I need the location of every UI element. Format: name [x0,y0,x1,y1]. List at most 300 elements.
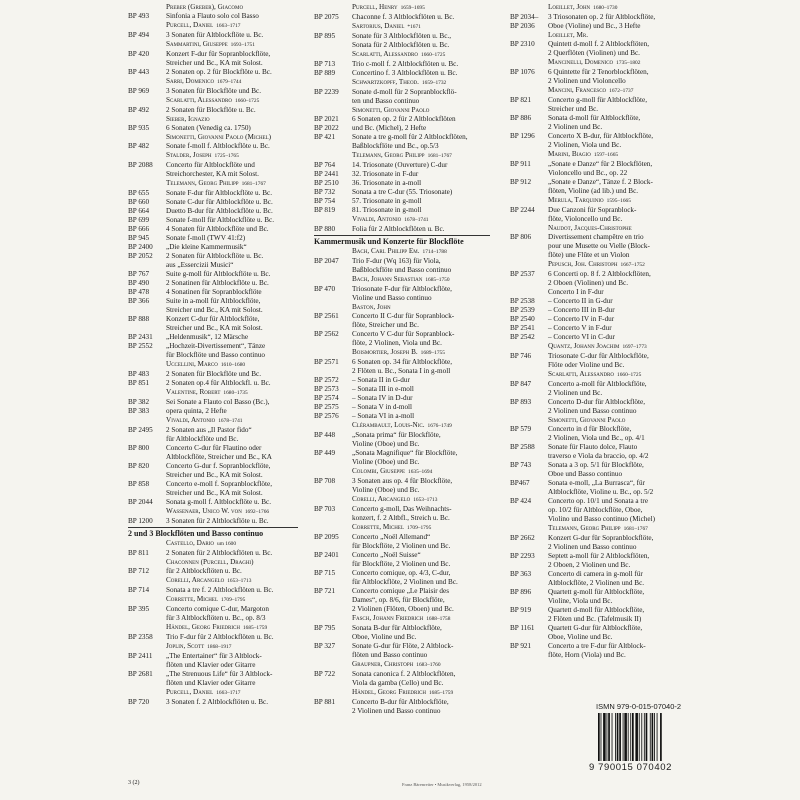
barcode-bar [657,713,658,761]
composer-lifespan: 1663–1717 [216,23,241,29]
work-title: 6 Sonaten op. 34 für Altblockflöte, 2 Flöten u. Bc., Sonata I in g-moll [352,358,453,375]
composer-heading [510,150,696,160]
catalog-number: BP 382 [128,398,150,406]
catalog-entry [128,243,298,252]
catalog-entry [314,330,490,348]
catalog-number: BP 655 [128,189,150,197]
catalog-entry [314,13,490,22]
work-title: Sonata canonica f. 2 Altblockflöten, Viola da gamba (Cello) und Bc. [352,670,456,687]
catalog-number: BP 2411 [128,652,153,660]
work-title: 3 Sonaten aus op. 4 für Blockflöte, Violine (Oboe) und Bc. [352,477,453,494]
catalog-entry [128,68,298,77]
composer-name: Händel, Georg Friedrich [166,623,240,631]
catalog-entry [128,106,298,115]
barcode-bar [607,713,608,761]
catalog-entry [314,698,490,716]
catalog-number: BP 2495 [128,426,153,434]
barcode-bar [624,713,627,761]
catalog-number: BP 896 [510,588,532,596]
composer-lifespan: 1653–1713 [227,578,252,584]
catalog-number: BP 800 [128,444,150,452]
catalog-number: BP 483 [128,370,150,378]
composer-name: Wassenaer, Unico W. von [166,507,242,515]
catalog-number: BP 482 [128,142,150,150]
catalog-number: BP 895 [314,32,336,40]
catalog-number: BP 470 [314,285,336,293]
composer-heading [314,275,490,285]
work-title: Concerto V C-dur für Sopranblock- flöte, 2 Violinen, Viola und Bc. [352,330,455,347]
catalog-entry [314,161,490,170]
work-title: „Sonata prima“ für Blockflöte, Violine (Oboe) und Bc. [352,431,441,448]
catalog-entry [128,652,298,670]
composer-name: Baston, John [352,303,391,311]
catalog-entry [128,633,298,642]
composer-heading [128,179,298,189]
composer-lifespan: 1725–1765 [214,153,239,159]
composer-lifespan: 1868–1917 [207,644,232,650]
work-title: „Sonate e Danze“ für 2 Blockflöten, Violoncello und Bc., op. 22 [548,160,653,177]
composer-heading [128,151,298,161]
barcode-bar [612,713,613,761]
catalog-number: BP 2681 [128,670,153,678]
work-title: 3 Sonaten f. 2 Altblockflöten u. Bc. [166,698,269,706]
composer-lifespan: 1660–1725 [421,52,446,58]
catalog-entry [510,315,696,324]
composer-heading [314,614,490,624]
composer-lifespan: 1680–1735 [223,390,248,396]
catalog-entry [128,407,298,416]
catalog-number: BP 2022 [314,124,339,132]
catalog-number: BP 945 [128,234,150,242]
barcode-bar [639,713,640,761]
work-title: Due Canzoni für Sopranblock- flöte, Violoncello und Bc. [548,206,637,223]
catalog-number: BP 2044 [128,498,153,506]
work-title: 2 Sonaten op.4 für Altblockfl. u. Bc. [166,379,271,387]
catalog-entry [314,358,490,376]
composer-lifespan: 1681–1767 [623,526,648,532]
catalog-number: BP 448 [314,431,336,439]
composer-lifespan: 1679–1744 [217,79,242,85]
composer-lifespan: 1692–1766 [244,509,270,515]
composer-heading [314,303,490,312]
catalog-entry [128,670,298,688]
catalog-number: BP 721 [314,587,336,595]
work-title: 6 Sonaten op. 2 für 2 Altblockflöten [352,115,456,123]
work-title: Concerto G-dur f. Sopranblockflöte, Streicher und Bc., KA mit Solost. [166,462,271,479]
catalog-number: BP 478 [128,288,150,296]
catalog-entry [510,206,696,224]
work-title: Sonate d-moll für 2 Sopranblockflö- ten und Basso continuo [352,88,457,105]
composer-heading [128,3,298,12]
composer-heading [510,58,696,68]
composer-lifespan: 1685–1759 [428,690,454,696]
composer-name: Händel, Georg Friedrich [352,688,426,696]
catalog-number: BP 2047 [314,257,339,265]
work-title: 3 Sonaten für 2 Altblockflöte u. Bc. [166,517,269,525]
work-title: „Die kleine Kammermusik“ [166,243,247,251]
work-title: Concerto X B-dur, für Altblockflöte, 2 Violinen, Viola und Bc. [548,132,654,149]
catalog-entry [510,534,696,552]
catalog-entry [128,605,298,623]
work-title: 2 Sonaten für Blockflöte und Bc. [166,370,262,378]
catalog-entry [510,461,696,479]
catalog-number: BP 2510 [314,179,339,187]
work-title: – Concerto VI in C-dur [548,333,615,341]
work-title: Concerto g-moll, Das Weihnachts- konzert, f. 2 Altbfl., Streich u. Bc. [352,505,452,522]
work-title: 3 Sonaten für Blockflöte und Bc. [166,87,262,95]
composer-name: Loeillet, John [548,3,591,11]
catalog-number: BP 708 [314,477,336,485]
work-title: „Sonata Magnifique“ für Blockflöte, Violine (Oboe) und Bc. [352,449,458,466]
composer-name: Marini, Biagio [548,150,591,158]
barcode-bar [628,713,629,761]
composer-heading [128,96,298,106]
composer-heading [314,247,490,257]
catalog-entry [128,586,298,595]
catalog-number: BP 443 [128,68,150,76]
work-title: Oboe (Violine) und Bc., 3 Hefte [548,22,641,30]
barcode-bar [635,713,638,761]
composer-heading [314,688,490,698]
catalog-entry [314,257,490,275]
work-title: 36. Triosonate in a-moll [352,179,422,187]
composer-lifespan: 1660–1725 [617,372,642,378]
ismn-label: ISMN 979-0-015-07040-2 [596,702,682,711]
work-title: Sonate f-moll f. Altblockflöte u. Bc. [166,142,270,150]
composer-heading [314,215,490,225]
composer-heading [314,495,490,505]
catalog-entry [314,587,490,614]
catalog-number: BP 494 [128,31,150,39]
work-title: Trio F-dur (Wq 163) für Viola, Baßblockflöte und Basso continuo [352,257,452,274]
composer-heading [314,348,490,358]
composer-heading [314,421,490,431]
catalog-number: BP 881 [314,698,336,706]
composer-heading [128,539,298,549]
catalog-number: BP 851 [128,379,150,387]
work-title: opera quinta, 2 Hefte [166,407,227,415]
catalog-entry [314,88,490,106]
work-title: – Sonata II in G-dur [352,376,410,384]
composer-name: Stalder, Joseph [166,151,212,159]
catalog-entry [510,398,696,416]
catalog-number: BP 2401 [314,551,339,559]
catalog-entry [128,370,298,379]
composer-heading [128,77,298,87]
work-title: Concerto D-dur für Altblockflöte, 2 Violinen und Basso continuo [548,398,646,415]
work-title: „The Entertainer“ für 3 Altblock- flöten und Klavier oder Gitarre [166,652,262,669]
catalog-entry [128,297,298,315]
catalog-number: BP 2561 [314,312,339,320]
catalog-entry [510,443,696,461]
composer-heading [510,31,696,40]
catalog-number: BP 2541 [510,324,535,332]
barcode-bar [644,713,645,761]
barcode-bar [630,713,631,761]
composer-lifespan: 1660–1725 [235,98,260,104]
composer-name: Corrette, Michel [352,523,404,531]
work-title: – Concerto IV in F-dur [548,315,615,323]
catalog-entry [128,315,298,333]
catalog-entry [128,333,298,342]
catalog-number: BP 886 [510,114,532,122]
catalog-number: BP 2036 [510,22,535,30]
barcode-bar [654,713,655,761]
composer-lifespan: 1681–1767 [427,153,452,159]
work-title: – Concerto V in F-dur [548,324,612,332]
composer-lifespan: 1678–1741 [404,217,429,223]
composer-heading [314,151,490,161]
catalog-number: BP 1200 [128,517,153,525]
composer-heading [314,467,490,477]
composer-lifespan: 1709–1795 [221,597,246,603]
catalog-number: BP 714 [128,586,150,594]
composer-heading [510,416,696,425]
catalog-number: BP467 [510,479,530,487]
catalog-column-1 [128,3,298,707]
composer-name: Schwartzkopff, Theod. [352,78,419,86]
composer-lifespan: 1680–1730 [593,5,618,11]
work-title: Sonate G-dur für Flöte, 2 Altblock- flöten und Basso continuo [352,642,454,659]
barcode-bar [608,713,610,761]
catalog-entry [128,198,298,207]
catalog-number: BP 492 [128,106,150,114]
catalog-entry [128,462,298,480]
catalog-entry [128,567,298,576]
work-title: Sonate f-moll für Altblockflöte u. Bc. [166,216,274,224]
catalog-entry [128,279,298,288]
catalog-number: BP 2095 [314,533,339,541]
work-title: Concerto a-moll für Altblockflöte, 2 Violinen und Bc. [548,380,647,397]
work-title: 3 Triosonaten op. 2 für Altblockflöte, [548,13,656,21]
composer-lifespan: 1681–1767 [241,181,266,187]
work-title: 6 Concerti op. 8 f. 2 Altblockflöten, 2 Oboen (Violinen) und Bc. Concerto I in F-dur [548,270,651,296]
catalog-number: BP 2034– [510,13,539,21]
catalog-number: BP 2539 [510,306,535,314]
catalog-entry [510,606,696,624]
work-title: 81. Triosonate in g-moll [352,206,422,214]
work-title: Konzert G-dur für Sopranblockflöte, 2 Violinen und Basso continuo [548,534,654,551]
work-title: Konzert F-dur für Sopranblockflöte, Streicher und Bc., KA mit Solost. [166,50,271,67]
catalog-number: BP 2310 [510,40,535,48]
catalog-number: BP 579 [510,425,532,433]
composer-heading [314,22,490,32]
catalog-entry [510,588,696,606]
work-title: – Sonata III in e-moll [352,385,414,393]
composer-name: Corelli, Arcangelo [352,495,411,503]
work-title: Quartett g-moll für Altblockflöte, Violine, Viola und Bc. [548,588,645,605]
composer-name: Mancinelli, Domenico [548,58,614,66]
catalog-number: BP 720 [128,698,150,706]
composer-name: Purcell, Daniel [166,688,214,696]
work-title: 2 Sonaten für 2 Altblockflöten u. Bc. [166,549,273,557]
catalog-entry [510,497,696,524]
catalog-number: BP 493 [128,12,150,20]
catalog-number: BP 820 [128,462,150,470]
composer-lifespan: 1688–1758 [426,616,451,622]
composer-lifespan: *1671 [407,24,421,30]
composer-heading [128,416,298,426]
composer-lifespan: 1709–1795 [407,525,432,531]
composer-heading [510,3,696,13]
work-title: Konzert C-dur für Altblockflöte, Streicher und Bc., KA mit Solost. [166,315,263,332]
composer-heading [510,342,696,352]
catalog-entry [128,517,298,526]
catalog-entry [128,234,298,243]
composer-heading [314,660,490,670]
catalog-number: BP 2239 [314,88,339,96]
composer-heading [510,524,696,534]
catalog-entry [314,124,490,133]
catalog-entry [510,352,696,370]
catalog-entry [510,552,696,570]
work-title: Concerto a tre F-dur für Altblock- flöte, Horn (Viola) und Bc. [548,642,646,659]
work-title: und Bc. (Michel), 2 Hefte [352,124,427,132]
composer-lifespan: 1663–1717 [216,690,241,696]
composer-name: Vivaldi, Antonio [166,416,216,424]
composer-heading [128,133,298,142]
catalog-entry [314,225,490,234]
composer-name: Clérambault, Louis-Nic. [352,421,425,429]
catalog-entry [128,426,298,444]
composer-heading [128,21,298,31]
work-title: – Sonata V in d-moll [352,403,413,411]
catalog-entry [314,403,490,412]
catalog-number: BP 912 [510,178,532,186]
composer-lifespan: 1676–1749 [427,423,452,429]
catalog-number: BP 821 [510,96,532,104]
catalog-entry [128,379,298,388]
work-title: Sinfonia a Flauto solo col Basso [166,12,259,20]
barcode-bar [660,713,662,761]
work-title: – Sonata IV in D-dur [352,394,413,402]
composer-name: Telemann, Georg Philipp [548,524,621,532]
catalog-entry [314,188,490,197]
composer-lifespan: 1635–1694 [408,469,433,475]
catalog-number: BP 2052 [128,252,153,260]
catalog-entry [314,285,490,303]
composer-lifespan: um 1600 [217,541,237,547]
catalog-entry [128,444,298,462]
catalog-entry [314,533,490,551]
catalog-entry [128,498,298,507]
catalog-entry [510,114,696,132]
work-title: 4 Sonatinen für Sopranblockflöte [166,288,262,296]
work-title: 2 Sonaten op. 2 für Blockflöte u. Bc. [166,68,272,76]
catalog-entry [314,642,490,660]
composer-name: Purcell, Henry [352,3,398,11]
work-title: 6 Sonaten (Venedig ca. 1750) [166,124,251,132]
work-title: Sonata a tre f. 2 Altblockflöten u. Bc. [166,586,274,594]
catalog-entry [314,115,490,124]
work-title: 2 Sonaten für Altblockflöte u. Bc. aus „Essercizii Musici“ [166,252,264,269]
catalog-entry [510,642,696,660]
catalog-entry [128,12,298,21]
barcode-bar [598,713,600,761]
catalog-entry [128,549,298,558]
composer-heading [510,86,696,96]
catalog-number: BP 911 [510,160,531,168]
work-title: Concerto in d für Blockflöte, 2 Violinen, Viola und Bc., op. 4/1 [548,425,645,442]
work-title: Quartett G-dur für Altblockflöte, Oboe, Violine und Bc. [548,624,643,641]
work-title: Concerto B-dur für Altblockflöte, 2 Violinen und Basso continuo [352,698,449,715]
catalog-number: BP 2021 [314,115,339,123]
composer-lifespan: 1595–1665 [606,198,631,204]
barcode-bar [652,713,654,761]
composer-name: Naudot, Jacques-Christophe [548,224,632,232]
catalog-number: BP 2662 [510,534,535,542]
catalog-number: BP 2575 [314,403,339,411]
catalog-entry [510,297,696,306]
composer-lifespan: 1672–1737 [609,88,634,94]
catalog-entry [510,624,696,642]
composer-name: Valentine, Robert [166,388,221,396]
work-title: „The Strenuous Life“ für 3 Altblock- flöten und Klavier oder Gitarre [166,670,273,687]
composer-lifespan: 1653–1713 [413,497,438,503]
work-title: Concerto C-dur für Flautino oder Altblockflöte, Streicher und Bc., KA [166,444,272,461]
catalog-number: BP 2431 [128,333,153,341]
catalog-number: BP 2573 [314,385,339,393]
work-title: Concerto für Altblockflöte und Streichorchester, KA mit Solost. [166,161,259,178]
catalog-number: BP 722 [314,670,336,678]
work-title: – Sonata VI in a-moll [352,412,415,420]
catalog-number: BP 732 [314,188,336,196]
work-title: Concerto op. 10/1 und Sonata a tre op. 10/2 für Altblockflöte, Oboe, Violino und Basso continuo (Michel) [548,497,655,523]
composer-heading [128,688,298,698]
catalog-number: BP 754 [314,197,336,205]
catalog-entry [128,252,298,270]
composer-heading [314,78,490,88]
composer-lifespan: 1597–1665 [593,152,619,158]
catalog-number: BP 449 [314,449,336,457]
catalog-entry [510,570,696,588]
catalog-number: BP 893 [510,398,532,406]
catalog-entry [314,412,490,421]
work-title: Concerto „Noël Allemand“ für Blockflöte, 2 Violinen und Bc. [352,533,451,550]
work-title: Sonata B-dur für Altblockflöte, Oboe, Violine und Bc. [352,624,442,641]
catalog-entry [510,333,696,342]
catalog-entry [510,160,696,178]
barcode-bar [603,713,606,761]
composer-name: Scarlatti, Alessandro [548,370,614,378]
work-title: 6 Quintette für 2 Tenorblockflöten, 2 Violinen und Violoncello [548,68,649,85]
catalog-entry [128,480,298,498]
catalog-number: BP 2538 [510,297,535,305]
catalog-entry [128,142,298,151]
barcode-bar [617,713,619,761]
composer-heading [314,523,490,533]
composer-heading [314,50,490,60]
catalog-number: BP 880 [314,225,336,233]
catalog-entry [128,698,298,707]
catalog-number: BP 2552 [128,342,153,350]
composer-name: Boismortier, Joseph B. [352,348,418,356]
work-title: 2 Sonaten für Blockflöte u. Bc. [166,106,256,114]
work-title: Folia für 2 Altblockflöten u. Bc. [352,225,445,233]
catalog-number: BP 2540 [510,315,535,323]
page-number: 3 (2) [128,780,140,786]
composer-heading [510,224,696,233]
composer-name: Fasch, Johann Friedrich [352,614,424,622]
work-title: Concerto di camera in g-moll für Altblockflöte, 2 Violinen und Bc. [548,570,645,587]
composer-heading [128,558,298,567]
catalog-number: BP 743 [510,461,532,469]
composer-heading [128,507,298,517]
catalog-entry [510,233,696,260]
composer-heading [510,370,696,380]
catalog-entry [314,624,490,642]
catalog-number: BP 767 [128,270,150,278]
